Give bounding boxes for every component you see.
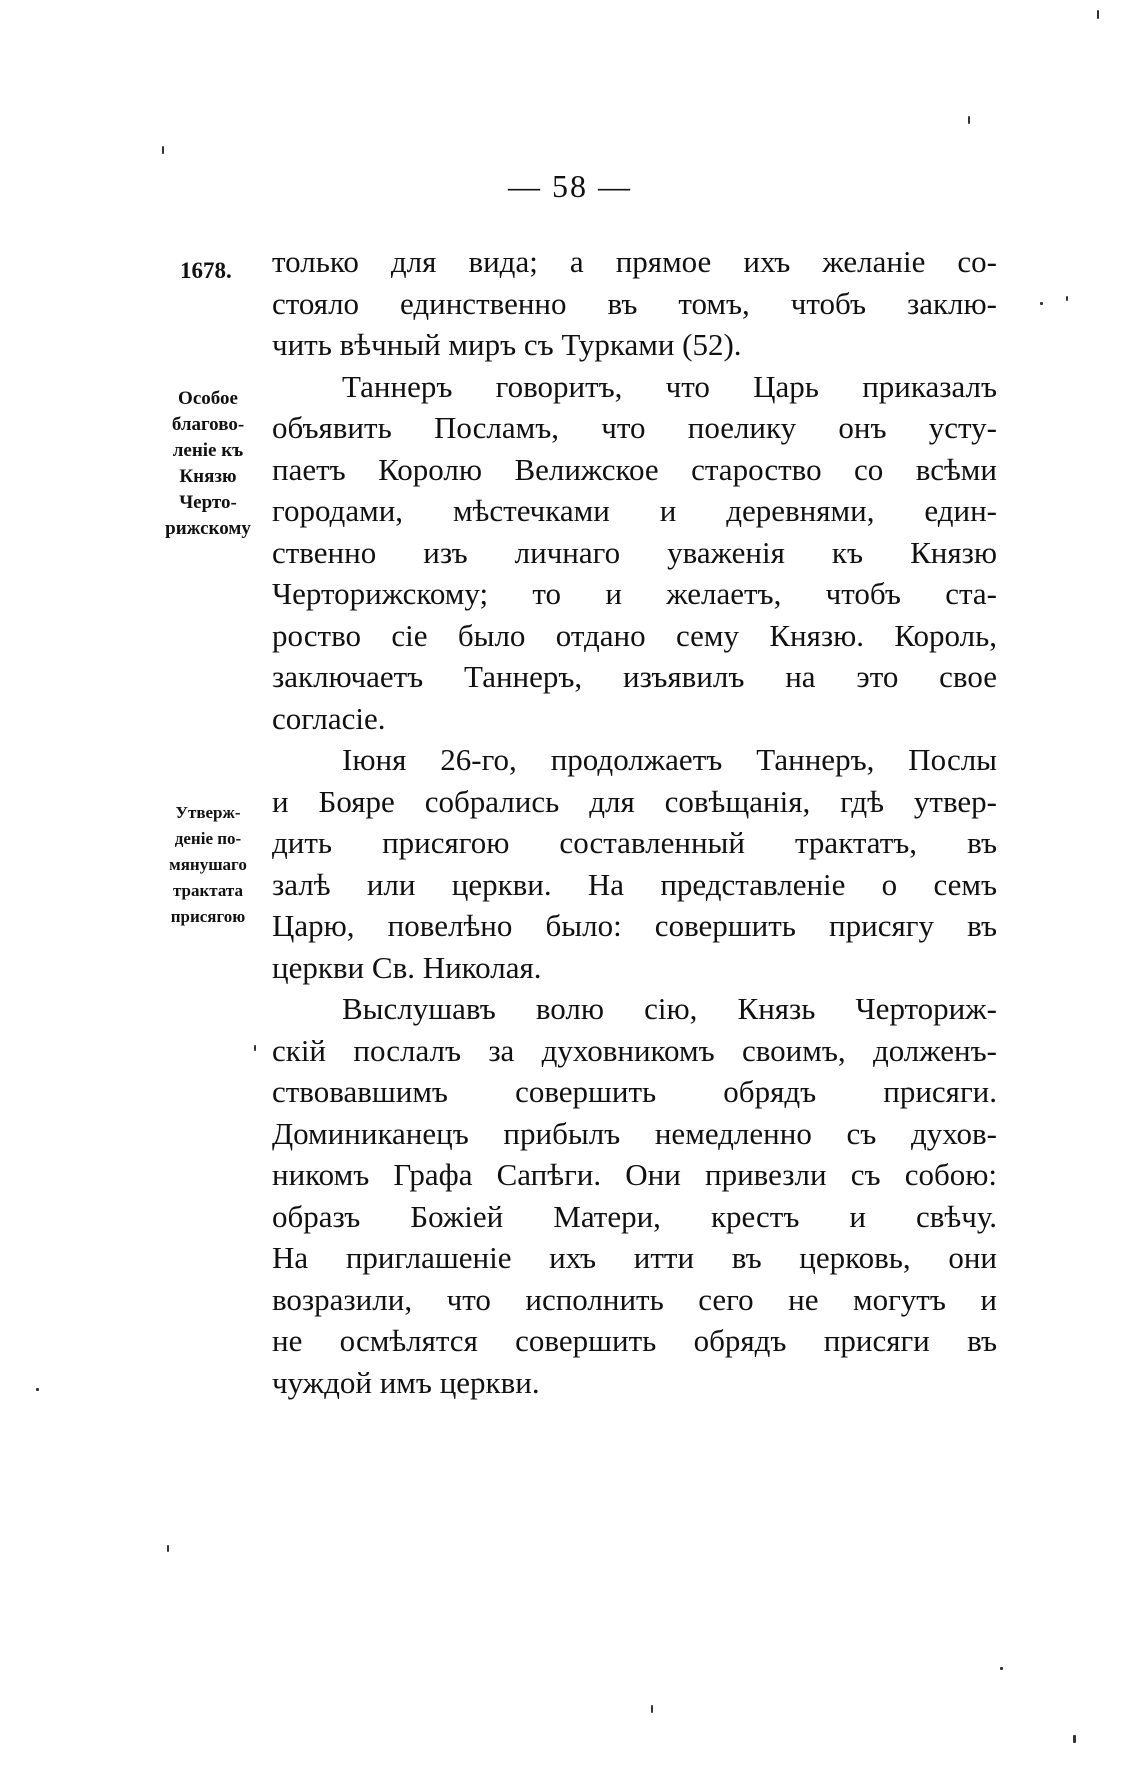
scan-speck (968, 116, 970, 124)
text-line: образъ Божiей Матери, крестъ и свѣчу. (272, 1198, 997, 1234)
scan-speck (36, 1388, 39, 1391)
scan-speck (1066, 296, 1068, 301)
text-line: Черторижскому; то и желаетъ, чтобъ ста- (272, 576, 997, 611)
scan-speck (1000, 1667, 1003, 1670)
body-text (272, 241, 997, 1403)
scan-speck (1097, 10, 1099, 19)
text-line: Выслушавъ волю сiю, Князь Черториж- (342, 991, 997, 1026)
text-line: ствовавшимъ совершить обрядъ присяги. (272, 1074, 997, 1109)
text-line: паетъ Королю Велижское староство со всѣми (272, 451, 997, 487)
text-line: чить вѣчный миръ съ Турками (52). (272, 327, 742, 362)
scan-speck (1073, 1735, 1076, 1743)
page-number: — 58 — (508, 168, 632, 204)
text-line: Царю, повелѣно было: совершить присягу въ (272, 908, 997, 943)
year-marginal: 1678. (180, 258, 232, 283)
text-line: залѣ или церкви. На представленiе о семъ (272, 866, 997, 902)
text-line: и Бояре собрались для совѣщанiя, гдѣ утвер- (272, 783, 997, 819)
text-line: согласiе. (272, 700, 386, 736)
margin-note-line: рижскому (165, 518, 251, 539)
text-line: городами, мѣстечками и деревнями, един- (272, 493, 997, 528)
text-line: только для вида; а прямое ихъ желанiе со- (272, 244, 997, 279)
text-line: чуждой имъ церкви. (272, 1364, 540, 1400)
text-line: возразили, что исполнить сего не могутъ и (272, 1281, 997, 1317)
margin-note-favor (148, 386, 268, 542)
text-line: не осмѣлятся совершить обрядъ присяги въ (272, 1323, 997, 1358)
text-line: Таннеръ говоритъ, что Царь приказалъ (342, 368, 997, 404)
text-line: дить присягою составленный трактатъ, въ (272, 825, 997, 860)
scan-speck (162, 146, 164, 154)
margin-note-oath (148, 800, 268, 930)
text-line: скiй послалъ за духовникомъ своимъ, долженъ- (272, 1032, 997, 1068)
margin-note-line: ленiе къ (172, 440, 244, 461)
margin-note-line: Черто- (179, 492, 237, 513)
scan-speck (651, 1705, 653, 1713)
text-line: Доминиканецъ прибылъ немедленно съ духов- (272, 1115, 997, 1151)
margin-note-line: трактата (173, 881, 243, 900)
text-line: заключаетъ Таннеръ, изъявилъ на это свое (272, 659, 997, 694)
margin-note-line: мянушаго (169, 855, 247, 874)
margin-note-line: благово- (171, 414, 245, 435)
text-line: На приглашенiе ихъ итти въ церковь, они (272, 1240, 997, 1275)
text-line: церкви Св. Николая. (272, 949, 542, 985)
scan-speck (167, 1545, 169, 1552)
scan-speck (1040, 302, 1043, 305)
margin-note-line: денiе по- (174, 829, 242, 848)
margin-note-line: Утверж- (175, 803, 241, 822)
text-line: никомъ Графа Сапѣги. Они привезли съ собою: (272, 1157, 997, 1192)
margin-note-line: Князю (179, 466, 237, 487)
scan-speck (254, 1045, 256, 1051)
text-line: объявить Посламъ, что поелику онъ усту- (272, 410, 997, 445)
text-line: стояло единственно въ томъ, чтобъ заклю- (272, 285, 997, 321)
margin-note-line: присягою (170, 907, 246, 926)
text-line: Iюня 26-го, продолжаетъ Таннеръ, Послы (342, 742, 997, 777)
text-line: ственно изъ личнаго уваженiя къ Князю (272, 534, 997, 570)
text-line: роство сiе было отдано сему Князю. Король, (272, 617, 997, 653)
margin-note-line: Особое (178, 388, 238, 409)
